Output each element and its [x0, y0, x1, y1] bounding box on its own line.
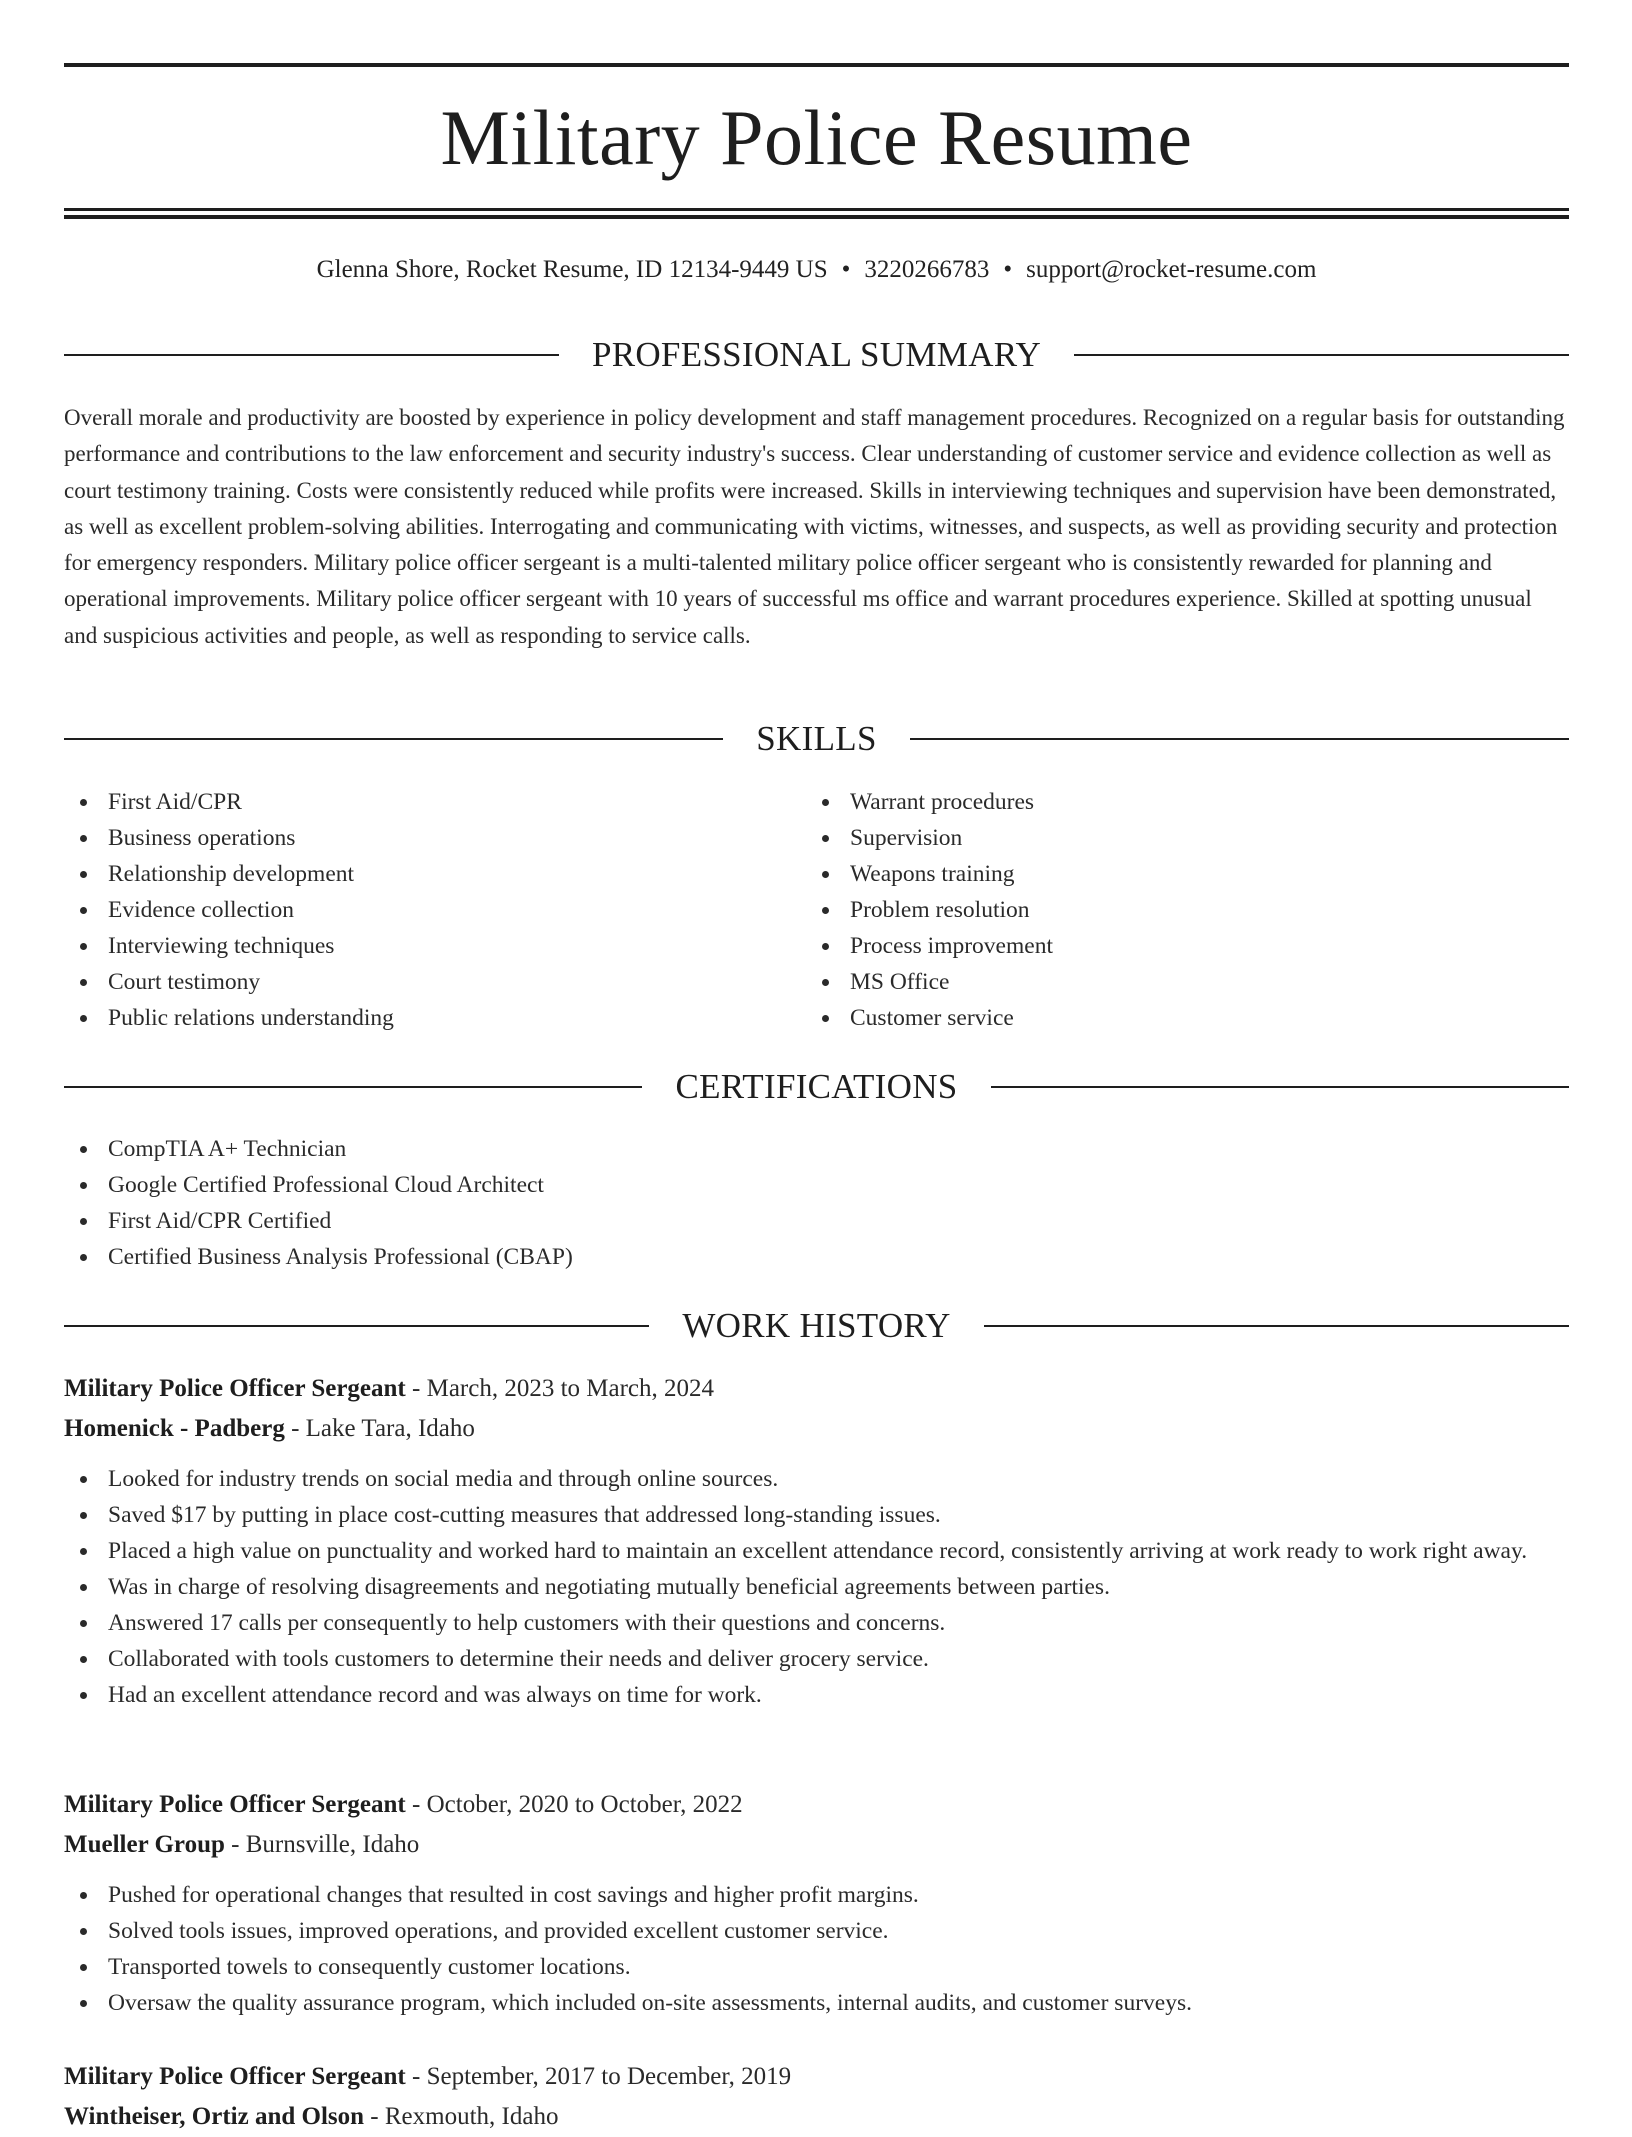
heading-rule-left: [64, 354, 559, 356]
job-bullet: Answered 17 calls per consequently to help customers with their questions and concerns.: [64, 1605, 1569, 1641]
section-title: WORK HISTORY: [682, 1306, 951, 1345]
job-bullet: Pushed for operational changes that resulted in cost savings and higher profit margins.: [64, 1877, 1569, 1913]
job-dates: October, 2020 to October, 2022: [426, 1791, 743, 1818]
heading-rule-right: [1074, 354, 1569, 356]
skill-item: Public relations understanding: [64, 1000, 764, 1036]
job-company: Wintheiser, Ortiz and Olson: [64, 2103, 365, 2130]
skill-item: Business operations: [64, 820, 764, 856]
contact-phone: 3220266783: [864, 256, 990, 283]
job-bullet: Collaborated with tools customers to determine their needs and deliver grocery service.: [64, 1641, 1569, 1677]
skill-item: MS Office: [806, 964, 1506, 1000]
job-title: Military Police Officer Sergeant: [64, 2063, 406, 2090]
job-entry: [64, 2057, 1569, 2137]
section-title: PROFESSIONAL SUMMARY: [591, 335, 1042, 374]
heading-rule-right: [991, 1086, 1569, 1088]
skill-item: Process improvement: [806, 928, 1506, 964]
job-bullet: Oversaw the quality assurance program, which included on-site assessments, internal audits, and customer surveys.: [64, 1985, 1569, 2021]
job-bullet: Transported towels to consequently customer locations.: [64, 1949, 1569, 1985]
skill-item: Customer service: [806, 1000, 1506, 1036]
skill-item: Warrant procedures: [806, 784, 1506, 820]
job-company: Mueller Group: [64, 1831, 225, 1858]
job-dates: September, 2017 to December, 2019: [426, 2063, 792, 2090]
title-rule-upper: [64, 208, 1569, 211]
job-dates: March, 2023 to March, 2024: [426, 1375, 715, 1402]
job-title-line: Military Police Officer Sergeant - October, 2020 to October, 2022: [64, 1791, 743, 1818]
job-bullet: Placed a high value on punctuality and worked hard to maintain an excellent attendance record, consistently arriving at work ready to work right away.: [64, 1533, 1569, 1569]
job-entry: [64, 1785, 1569, 2021]
certification-item: First Aid/CPR Certified: [64, 1203, 1569, 1239]
job-location: Burnsville, Idaho: [245, 1831, 420, 1858]
job-bullet: Saved $17 by putting in place cost-cutting measures that addressed long-standing issues.: [64, 1497, 1569, 1533]
job-location: Lake Tara, Idaho: [305, 1415, 475, 1442]
job-bullet: Solved tools issues, improved operations, and provided excellent customer service.: [64, 1913, 1569, 1949]
heading-rule-right: [910, 738, 1569, 740]
job-title: Military Police Officer Sergeant: [64, 1375, 406, 1402]
top-rule: [64, 63, 1569, 67]
job-title-line: Military Police Officer Sergeant - September, 2017 to December, 2019: [64, 2063, 792, 2090]
skill-item: Court testimony: [64, 964, 764, 1000]
skill-item: Relationship development: [64, 856, 764, 892]
section-heading-summary: [64, 330, 1569, 380]
job-company-line: Homenick - Padberg - Lake Tara, Idaho: [64, 1415, 475, 1442]
skills-list-right: [806, 784, 1506, 1036]
job-company-line: Wintheiser, Ortiz and Olson - Rexmouth, Idaho: [64, 2103, 559, 2130]
skill-item: Supervision: [806, 820, 1506, 856]
section-heading-work-history: [64, 1301, 1569, 1351]
summary-paragraph: Overall morale and productivity are boosted by experience in policy development and staff management procedures. Recognized on a regular basis for outstanding performance and contributions to the law enforcement and security industry's success. Clear understanding of customer service and evidence collection as well as court testimony training. Costs were consistently reduced while profits were increased. Skills in interviewing techniques and supervision have been demonstrated, as well as excellent problem-solving abilities. Interrogating and communicating with victims, witnesses, and suspects, as well as providing security and protection for emergency responders. Military police officer sergeant is a multi-talented military police officer sergeant who is consistently rewarded for planning and operational improvements. Military police officer sergeant with 10 years of successful ms office and warrant procedures experience. Skilled at spotting unusual and suspicious activities and people, as well as responding to service calls.: [64, 405, 1565, 648]
certification-item: Google Certified Professional Cloud Architect: [64, 1167, 1569, 1203]
certifications-list: [64, 1131, 1569, 1275]
job-bullet: Had an excellent attendance record and was always on time for work.: [64, 1677, 1569, 1713]
job-title-line: Military Police Officer Sergeant - March, 2023 to March, 2024: [64, 1375, 715, 1402]
heading-rule-left: [64, 738, 723, 740]
job-company-line: Mueller Group - Burnsville, Idaho: [64, 1831, 420, 1858]
job-bullet: Was in charge of resolving disagreements and negotiating mutually beneficial agreements between parties.: [64, 1569, 1569, 1605]
title-rule-lower: [64, 215, 1569, 219]
certification-item: CompTIA A+ Technician: [64, 1131, 1569, 1167]
resume-title: Military Police Resume: [440, 94, 1193, 181]
contact-email: support@rocket-resume.com: [1026, 256, 1317, 283]
section-heading-skills: [64, 714, 1569, 764]
skill-item: Weapons training: [806, 856, 1506, 892]
heading-rule-right: [984, 1325, 1569, 1327]
heading-rule-left: [64, 1086, 642, 1088]
skills-list-left: [64, 784, 764, 1036]
job-title: Military Police Officer Sergeant: [64, 1791, 406, 1818]
job-location: Rexmouth, Idaho: [384, 2103, 559, 2130]
job-bullets: [64, 1877, 1569, 2021]
section-heading-certifications: [64, 1062, 1569, 1112]
certification-item: Certified Business Analysis Professional (CBAP): [64, 1239, 1569, 1275]
skill-item: Evidence collection: [64, 892, 764, 928]
job-company: Homenick - Padberg: [64, 1415, 285, 1442]
job-entry: [64, 1369, 1569, 1713]
skill-item: First Aid/CPR: [64, 784, 764, 820]
section-title: SKILLS: [756, 719, 877, 758]
contact-separator: •: [1003, 256, 1013, 283]
contact-line: [64, 252, 1569, 288]
heading-rule-left: [64, 1325, 649, 1327]
section-title: CERTIFICATIONS: [675, 1067, 958, 1106]
skill-item: Interviewing techniques: [64, 928, 764, 964]
contact-address: Glenna Shore, Rocket Resume, ID 12134-9449 US: [316, 256, 828, 283]
job-bullet: Looked for industry trends on social media and through online sources.: [64, 1461, 1569, 1497]
job-bullets: [64, 1461, 1569, 1713]
skill-item: Problem resolution: [806, 892, 1506, 928]
contact-separator: •: [841, 256, 851, 283]
